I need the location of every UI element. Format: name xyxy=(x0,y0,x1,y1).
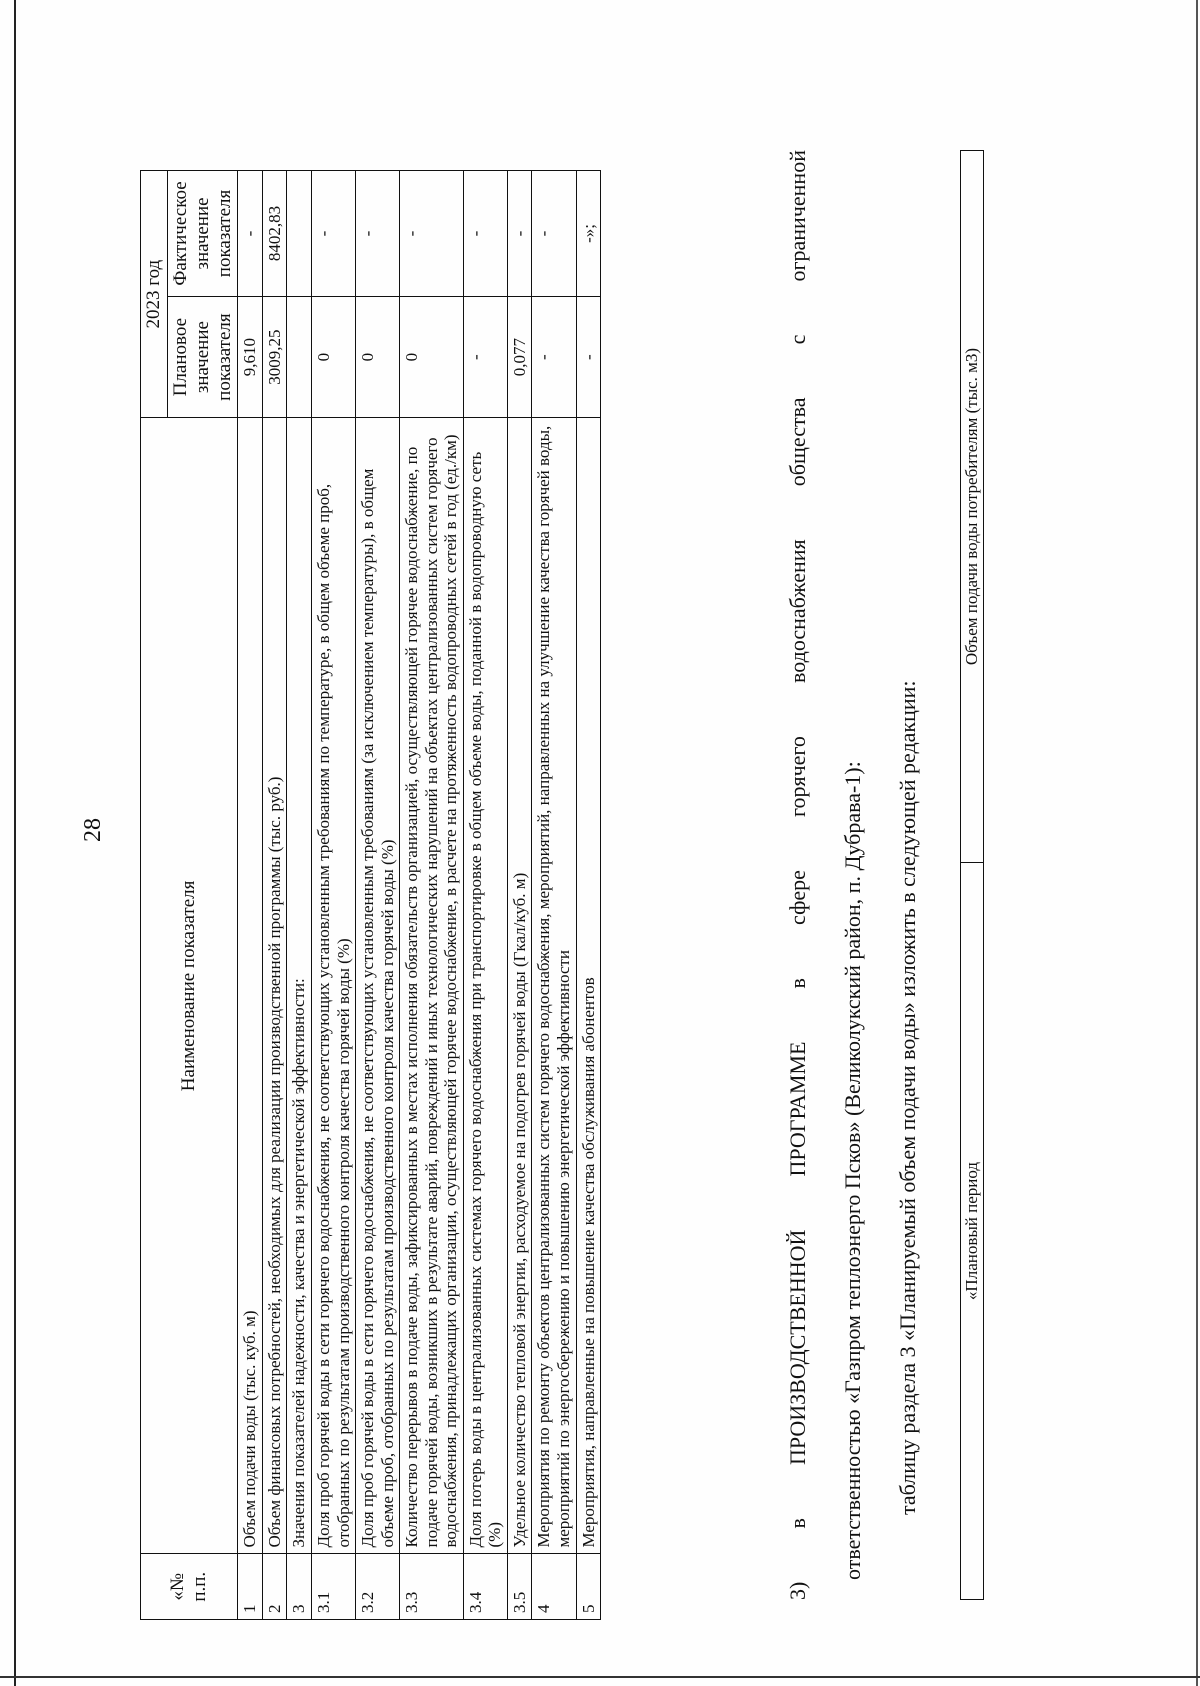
row-num: 2 xyxy=(262,1554,287,1620)
row-name: Доля потерь воды в централизованных системах горячего водоснабжения при транспортировке в общем объеме воды, поданной в водопроводную сеть (%) xyxy=(463,418,507,1554)
subtable-col-period: «Плановый период xyxy=(961,863,984,1600)
p1-word: ограниченной xyxy=(785,150,810,282)
row-name: Значения показателей надежности, качества и энергетической эффективности: xyxy=(287,418,312,1554)
row-plan: 0 xyxy=(356,296,400,417)
row-name: Количество перерывов в подаче воды, зафиксированных в местах исполнения обязательств организацией, осуществляющей горячее водоснабжение, по подаче горячей воды, возникших в результате аварий, повреждений и иных технологических нарушений на объектах централизованных систем горячего водоснабжения, принадлежащих организации, осуществляющей горячее водоснабжение, в расчете на протяженность водопроводных сетей в год (ед./км) xyxy=(400,418,464,1554)
row-fact: - xyxy=(507,171,532,297)
row-plan: 0 xyxy=(312,296,356,417)
row-fact xyxy=(287,171,312,297)
table-row xyxy=(532,171,576,1620)
p1-word: ПРОГРАММЕ xyxy=(785,1041,810,1177)
row-name: Мероприятия, направленные на повышение качества обслуживания абонентов xyxy=(576,418,601,1554)
row-name: Мероприятия по ремонту объектов централизованных систем горячего водоснабжения, мероприятий, направленных на улучшение качества горячей воды, мероприятий по энергосбережению и повышению энергетической эффективности xyxy=(532,418,576,1554)
row-num: 5 xyxy=(576,1554,601,1620)
row-num: 3 xyxy=(287,1554,312,1620)
row-num: 3.5 xyxy=(507,1554,532,1620)
scan-border-left xyxy=(14,0,16,1686)
table-row xyxy=(356,171,400,1620)
p1-word: в xyxy=(785,978,810,989)
row-name: Доля проб горячей воды в сети горячего водоснабжения, не соответствующих установленным требованиям по температуре, в общем объеме проб, отобранных по результатам производственного контроля качества горячей воды (%) xyxy=(312,418,356,1554)
row-fact: - xyxy=(463,171,507,297)
table-row xyxy=(238,171,263,1620)
p1-word: горячего xyxy=(785,736,810,817)
row-fact: 8402,83 xyxy=(262,171,287,297)
row-num: 1 xyxy=(238,1554,263,1620)
indicators-table xyxy=(140,170,601,1620)
row-num: 4 xyxy=(532,1554,576,1620)
table-row xyxy=(507,171,532,1620)
table-row xyxy=(312,171,356,1620)
row-plan: - xyxy=(463,296,507,417)
row-plan: 3009,25 xyxy=(262,296,287,417)
row-plan: 0 xyxy=(400,296,464,417)
table-row xyxy=(287,171,312,1620)
row-name: Удельное количество тепловой энергии, расходуемое на подогрев горячей воды (Гкал/куб. м) xyxy=(507,418,532,1554)
row-plan: 9,610 xyxy=(238,296,263,417)
row-plan: - xyxy=(532,296,576,417)
table-header-row xyxy=(141,171,168,1620)
row-plan: - xyxy=(576,296,601,417)
table-row xyxy=(400,171,464,1620)
scan-border-right xyxy=(1196,0,1198,1686)
p1-word: ПРОИЗВОДСТВЕННОЙ xyxy=(785,1229,810,1466)
p1-word: с xyxy=(785,334,810,345)
row-name: Объем подачи воды (тыс. куб. м) xyxy=(238,418,263,1554)
row-fact: - xyxy=(356,171,400,297)
row-fact: - xyxy=(312,171,356,297)
page-number: 28 xyxy=(80,818,106,842)
row-num: 3.4 xyxy=(463,1554,507,1620)
table-row xyxy=(463,171,507,1620)
row-name: Доля проб горячей воды в сети горячего водоснабжения, не соответствующих установленным требованиям (за исключением температуры), в общем объеме проб, отобранных по результатам производственного контроля качества горячей воды (%) xyxy=(356,418,400,1554)
subtable-header xyxy=(960,150,984,1600)
row-fact: - xyxy=(238,171,263,297)
row-num: 3.3 xyxy=(400,1554,464,1620)
header-num: «№ п.п. xyxy=(141,1554,238,1620)
row-num: 3.1 xyxy=(312,1554,356,1620)
p1-word: общества xyxy=(785,397,810,487)
paragraph-line-1 xyxy=(785,150,811,1600)
table-row xyxy=(576,171,601,1620)
paragraph-line-3: таблицу раздела 3 «Планируемый объем подачи воды» изложить в следующей редакции: xyxy=(895,680,920,1515)
paragraph-line-2: ответственностью «Газпром теплоэнерго Псков» (Великолукский район, п. Дубрава-1): xyxy=(840,761,865,1580)
row-fact: - xyxy=(532,171,576,297)
header-name: Наименование показателя xyxy=(141,418,238,1554)
scan-border-bottom xyxy=(0,1676,1200,1678)
row-num: 3.2 xyxy=(356,1554,400,1620)
row-plan: 0,077 xyxy=(507,296,532,417)
p1-word: в xyxy=(785,1518,810,1529)
row-name: Объем финансовых потребностей, необходимых для реализации производственной программы (тыс. руб.) xyxy=(262,418,287,1554)
row-plan xyxy=(287,296,312,417)
p1-word: 3) xyxy=(785,1581,810,1600)
p1-word: сфере xyxy=(785,870,810,925)
rotated-content xyxy=(40,50,1160,1640)
subtable-col-volume: Объем подачи воды потребителям (тыс. м3) xyxy=(961,151,984,863)
row-fact: - xyxy=(400,171,464,297)
subtable-row xyxy=(961,151,984,1600)
table-row xyxy=(262,171,287,1620)
header-year: 2023 год xyxy=(141,171,168,418)
header-fact: Фактическое значение показателя xyxy=(167,171,238,297)
header-plan: Плановое значение показателя xyxy=(167,296,238,417)
row-fact: -»; xyxy=(576,171,601,297)
p1-word: водоснабжения xyxy=(785,539,810,683)
